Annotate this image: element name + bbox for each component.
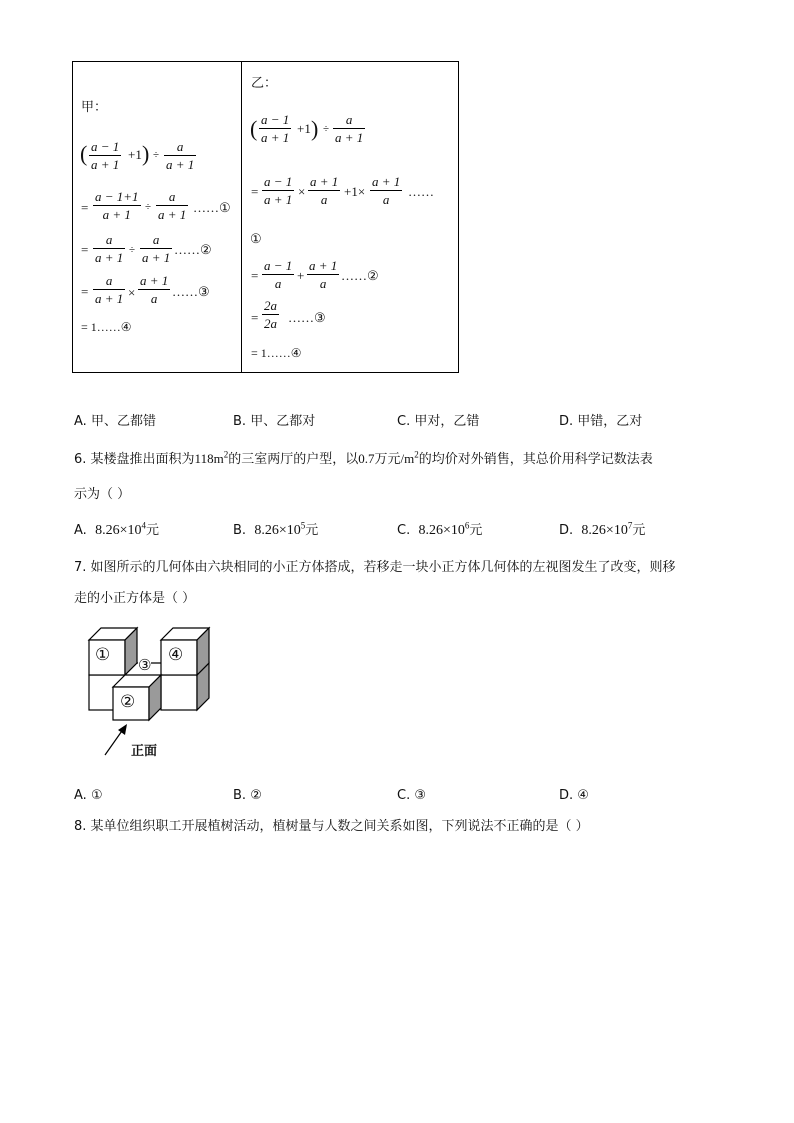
yi-l1-frac3 [370, 174, 402, 207]
option-text: ③ [414, 788, 427, 803]
q6-option-a[interactable] [74, 520, 159, 539]
option-exponent: 4 [141, 520, 146, 531]
yi-l0-num2: a [333, 112, 365, 129]
jia-l2-den: a + 1 [95, 250, 124, 265]
yi-l0-frac2 [333, 112, 365, 145]
option-letter: B. [233, 523, 247, 538]
front-arrow-head [118, 724, 127, 735]
table-divider [241, 61, 242, 373]
option-letter: C. [397, 788, 411, 803]
jia-l3-num2: a + 1 [140, 273, 169, 288]
option-mantissa: 8.26×10 [418, 523, 465, 538]
option-mantissa: 8.26×10 [581, 523, 628, 538]
jia-l0-den: a + 1 [91, 157, 120, 172]
yi-l2-den2: a [319, 276, 327, 291]
jia-l3-times: × [128, 285, 136, 300]
jia-l1-frac2 [156, 189, 188, 222]
jia-l1-div: ÷ [145, 201, 152, 213]
q7-stem-line2: 走的小正方体是（ ） [74, 591, 196, 606]
yi-l2-den: a [274, 276, 282, 291]
option-letter: B. [233, 788, 247, 803]
yi-l0-frac [259, 112, 291, 145]
yi-l1-plus1: +1× [344, 184, 366, 199]
option-unit: 元 [469, 523, 483, 538]
jia-l0-plus: +1 [128, 147, 142, 162]
jia-l0-frac2 [164, 139, 196, 172]
yi-l3-num: 2a [264, 298, 277, 313]
option-text: 甲错，乙对 [577, 414, 643, 429]
yi-l1-times: × [298, 184, 306, 199]
q6-area-exp: 2 [223, 449, 229, 460]
jia-l2-frac2 [140, 232, 172, 265]
jia-l3-den: a + 1 [95, 291, 124, 306]
jia-l2-frac [93, 232, 125, 265]
q6-price-exp: 2 [414, 449, 419, 460]
option-text: ② [250, 788, 262, 803]
yi-l1-mark: ① [250, 231, 262, 246]
jia-l1-num2: a [156, 189, 188, 206]
option-text: ① [90, 788, 103, 803]
option-letter: A. [74, 414, 87, 429]
option-letter: D. [559, 788, 574, 803]
option-letter: D. [559, 414, 574, 429]
jia-l1-frac [93, 189, 141, 222]
option-unit: 元 [145, 523, 159, 538]
jia-l2-den2: a + 1 [142, 250, 171, 265]
yi-l2-eq: = [251, 268, 259, 283]
yi-label: 乙： [251, 76, 278, 91]
cube-label-2: ② [120, 692, 136, 712]
yi-l1-dots: …… [408, 184, 434, 199]
yi-l2-mark: ……② [341, 268, 379, 283]
q5-option-d[interactable] [559, 414, 642, 430]
q6-text-c: 的均价对外销售，其总价用科学记数法表 [418, 452, 653, 467]
option-letter: A. [74, 788, 87, 803]
q7-stem-line1: 7. 如图所示的几何体由六块相同的小正方体搭成，若移走一块小正方体几何体的左视图发生了改变，则移 [74, 560, 676, 575]
q6-option-c[interactable] [397, 520, 483, 539]
q8-stem-line1: 8. 某单位组织职工开展植树活动，植树量与人数之间关系如图，下列说法不正确的是（ ） [74, 819, 589, 834]
yi-l3-den: 2a [264, 316, 277, 331]
cube-label-4: ④ [168, 645, 184, 665]
option-unit: 元 [305, 523, 319, 538]
jia-l0-num: a − 1 [91, 139, 120, 154]
option-text: 甲对，乙错 [414, 414, 480, 429]
jia-l0-lparen: ( [80, 141, 88, 166]
option-letter: D. [559, 523, 574, 538]
q6-text-b: 的三室两厅的户型，以 [228, 452, 359, 467]
jia-label: 甲： [81, 100, 108, 115]
q6-option-d[interactable] [559, 520, 646, 539]
q5-option-a[interactable] [74, 414, 156, 430]
yi-l2-frac2 [307, 258, 339, 291]
jia-l1-eq: = [81, 200, 89, 215]
yi-l1-den2: a [320, 192, 328, 207]
yi-l0-num: a − 1 [261, 112, 290, 127]
q6-text-a: 6. 某楼盘推出面积为 [74, 452, 195, 467]
option-text: ④ [577, 788, 589, 803]
yi-l1-den: a + 1 [264, 192, 293, 207]
jia-l2-num2: a [140, 232, 172, 249]
option-exponent: 6 [464, 520, 470, 531]
yi-l1-frac [262, 174, 294, 207]
yi-l1-frac2 [308, 174, 340, 207]
jia-l1-den2: a + 1 [158, 207, 187, 222]
yi-l0-plus: +1 [297, 121, 311, 136]
cube-label-1: ① [95, 645, 111, 665]
jia-l0-den2: a + 1 [166, 157, 195, 172]
yi-l0-den2: a + 1 [335, 130, 364, 145]
option-mantissa: 8.26×10 [254, 523, 301, 538]
yi-l3-mark: ……③ [288, 310, 326, 325]
jia-l2-eq: = [81, 242, 89, 257]
option-letter: C. [397, 523, 411, 538]
jia-l1-mark: ……① [193, 200, 231, 215]
yi-l2-num: a − 1 [264, 258, 293, 273]
q6-area: 118m [194, 451, 224, 466]
jia-l2-num: a [93, 232, 125, 249]
q5-option-b[interactable] [233, 414, 315, 430]
yi-l2-frac [262, 258, 294, 291]
jia-l3-num: a [93, 273, 125, 290]
q6-price: 0.7万元/m [358, 451, 415, 466]
option-text: 甲、乙都对 [250, 414, 316, 429]
q5-option-c[interactable] [397, 414, 479, 430]
yi-l0-div: ÷ [323, 123, 330, 135]
jia-l0-num2: a [164, 139, 196, 156]
jia-l1-num: a − 1+1 [95, 189, 139, 204]
jia-l3-eq: = [81, 284, 89, 299]
jia-l3-frac [93, 273, 125, 306]
cube-label-3: ③ [138, 656, 152, 674]
yi-l0-lparen: ( [250, 116, 258, 141]
yi-l1-num2: a + 1 [310, 174, 339, 189]
q7-option-d[interactable] [559, 788, 589, 804]
jia-l4: = 1……④ [81, 320, 132, 334]
option-letter: C. [397, 414, 411, 429]
q6-stem-line2: 示为（ ） [74, 487, 131, 502]
option-letter: A. [74, 523, 87, 538]
q6-stem-line1 [74, 450, 653, 469]
jia-l3-mark: ……③ [172, 284, 210, 299]
yi-l0-rparen: ) [311, 116, 319, 141]
yi-l0-den: a + 1 [261, 130, 290, 145]
jia-l3-den2: a [150, 291, 158, 306]
cube-bottom-right [161, 675, 197, 710]
option-text: 甲、乙都错 [90, 414, 156, 429]
yi-l3-eq: = [251, 310, 259, 325]
yi-l1-num: a − 1 [264, 174, 293, 189]
jia-l3-frac2 [138, 273, 170, 306]
q7-option-c[interactable] [397, 788, 426, 804]
front-label: 正面 [131, 744, 158, 759]
jia-l0-frac [89, 139, 121, 172]
option-unit: 元 [632, 523, 646, 538]
q7-option-a[interactable] [74, 788, 103, 804]
yi-l2-plus: + [297, 268, 305, 283]
yi-l1-den3: a [382, 192, 390, 207]
option-exponent: 5 [300, 520, 306, 531]
jia-l0-div: ÷ [153, 149, 160, 161]
jia-l2-div: ÷ [129, 244, 136, 256]
option-letter: B. [233, 414, 247, 429]
jia-l0-rparen: ) [142, 141, 150, 166]
yi-l1-num3: a + 1 [372, 174, 401, 189]
q7-option-b[interactable] [233, 788, 262, 804]
jia-l2-mark: ……② [174, 242, 212, 257]
yi-l3-frac [262, 298, 279, 331]
yi-l1-eq: = [251, 184, 259, 199]
yi-l4: = 1……④ [251, 346, 302, 360]
yi-l2-num2: a + 1 [309, 258, 338, 273]
q6-option-b[interactable] [233, 520, 319, 539]
option-mantissa: 8.26×10 [95, 523, 142, 538]
option-exponent: 7 [627, 520, 633, 531]
jia-l1-den: a + 1 [102, 207, 131, 222]
